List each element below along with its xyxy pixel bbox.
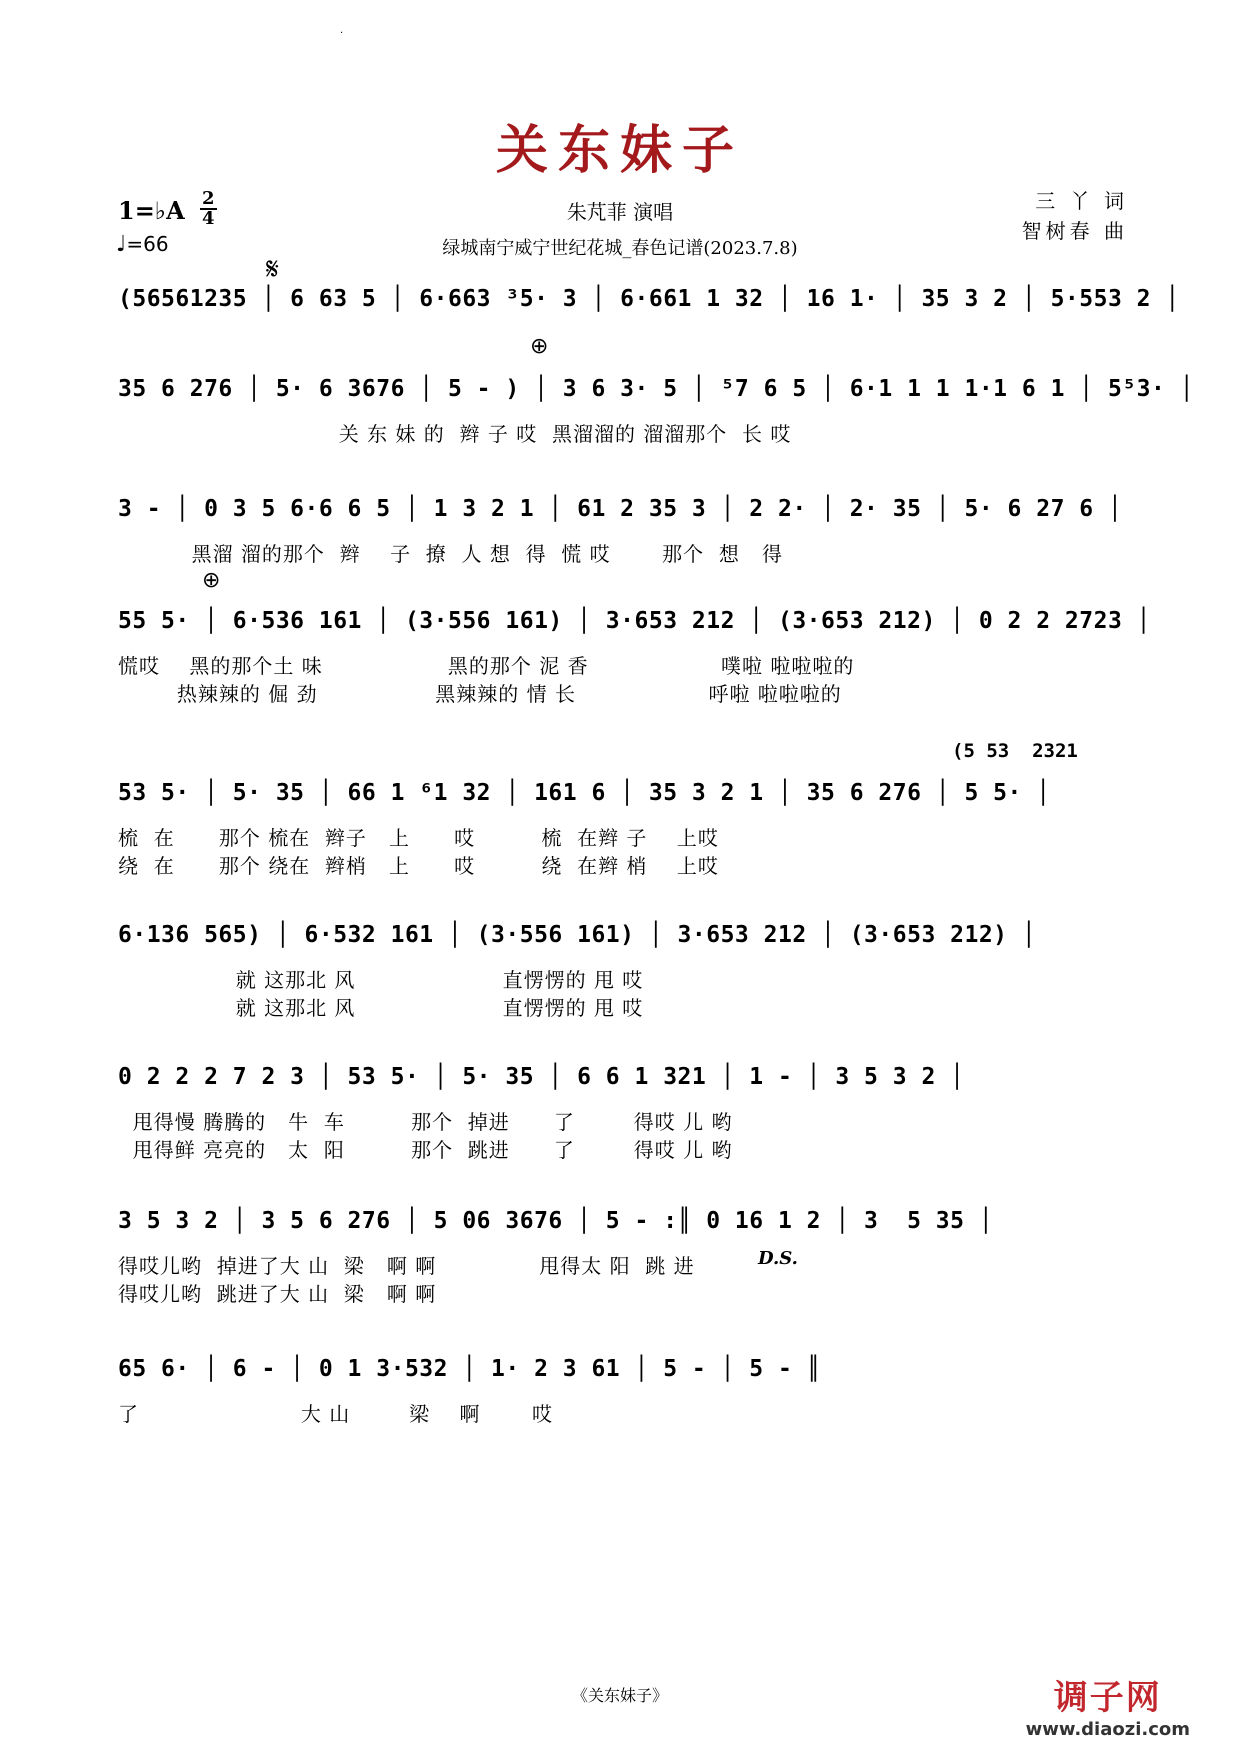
lyric-line: 热辣辣的 倔 劲 黑辣辣的 情 长 呼啦 啦啦啦的 xyxy=(118,682,842,706)
lyric-line: 黑溜 溜的那个 辫 子 撩 人 想 得 慌 哎 那个 想 得 xyxy=(118,542,783,566)
lyric-line: 就 这那北 风 直愣愣的 甩 哎 xyxy=(118,996,644,1020)
key-signature: 1=♭A xyxy=(118,196,185,225)
song-title: 关东妹子 xyxy=(495,120,744,181)
quarter-note-icon: ♩ xyxy=(116,232,127,257)
score-row-9: 65 6· │ 6 - │ 0 1 3·532 │ 1· 2 3 61 │ 5 - │ 5 - ║ xyxy=(118,1356,822,1382)
score-row-5: 53 5· │ 5· 35 │ 66 1 ⁶1 32 │ 161 6 │ 35 3 2 1 │ 35 6 276 │ 5 5· │ xyxy=(118,780,1051,806)
lyric-line: 绕 在 那个 绕在 辫梢 上 哎 绕 在辫 梢 上哎 xyxy=(118,854,719,878)
credits xyxy=(1022,186,1128,246)
coda-icon: ⊕ xyxy=(530,334,549,359)
lyric-line: 得哎儿哟 跳进了大 山 梁 啊 啊 xyxy=(118,1282,437,1306)
lyric-line: 梳 在 那个 梳在 辫子 上 哎 梳 在辫 子 上哎 xyxy=(118,826,719,850)
score-row-1: (56561235 │ 6 63 5 │ 6·663 ³5· 3 │ 6·661 1 32 │ 16 1· │ 35 3 2 │ 5·553 2 │ xyxy=(118,286,1180,312)
watermark xyxy=(1026,1670,1190,1740)
lyric-line: 慌哎 黑的那个土 味 黑的那个 泥 香 噗啦 啦啦啦的 xyxy=(118,654,855,678)
composer: 智树春 曲 xyxy=(1021,219,1128,243)
lyric-line: 甩得鲜 亮亮的 太 阳 那个 跳进 了 得哎 儿 哟 xyxy=(118,1138,733,1162)
score-row-7: 0 2 2 2 7 2 3 │ 53 5· │ 5· 35 │ 6 6 1 321 │ 1 - │ 3 5 3 2 │ xyxy=(118,1064,965,1090)
lyric-line: 关 东 妹 的 辫 子 哎 黑溜溜的 溜溜那个 长 哎 xyxy=(118,422,792,446)
score-row-6: 6·136 565) │ 6·532 161 │ (3·556 161) │ 3·653 212 │ (3·653 212) │ xyxy=(118,922,1037,948)
score-row-8: 3 5 3 2 │ 3 5 6 276 │ 5 06 3676 │ 5 - :║ 0 16 1 2 │ 3 5 35 │ xyxy=(118,1208,994,1234)
lyricist: 三 丫 词 xyxy=(1035,189,1128,213)
lyric-line: 就 这那北 风 直愣愣的 甩 哎 xyxy=(118,968,644,992)
watermark-name: 调子网 xyxy=(1053,1678,1162,1718)
segno-icon: 𝄋 xyxy=(266,252,279,287)
time-top: 2 xyxy=(202,188,215,209)
tempo-value: =66 xyxy=(126,232,169,256)
lyric-line: 得哎儿哟 掉进了大 山 梁 啊 啊 甩得太 阳 跳 进 xyxy=(118,1254,695,1278)
lyric-line: 甩得慢 腾腾的 牛 车 那个 掉进 了 得哎 儿 哟 xyxy=(118,1110,733,1134)
performer: 朱芃菲 演唱 xyxy=(566,200,674,224)
intro-fragment: (5 53 2321 xyxy=(952,740,1078,762)
lyric-line: 了 大 山 梁 啊 哎 xyxy=(118,1402,554,1426)
page-footer: 《关东妹子》 xyxy=(571,1686,668,1705)
watermark-url: www.diaozi.com xyxy=(1025,1719,1190,1740)
coda-icon: ⊕ xyxy=(202,568,221,593)
stray-dot: · xyxy=(340,28,344,39)
transcription-source: 绿城南宁威宁世纪花城_春色记谱(2023.7.8) xyxy=(442,238,798,259)
score-row-4: 55 5· │ 6·536 161 │ (3·556 161) │ 3·653 212 │ (3·653 212) │ 0 2 2 2723 │ xyxy=(118,608,1151,634)
score-row-3: 3 - │ 0 3 5 6·6 6 5 │ 1 3 2 1 │ 61 2 35 3 │ 2 2· │ 2· 35 │ 5· 6 27 6 │ xyxy=(118,496,1123,522)
score-row-2: 35 6 276 │ 5· 6 3676 │ 5 - ) │ 3 6 3· 5 │ ⁵7 6 5 │ 6·1 1 1 1·1 6 1 │ 5⁵3· │ xyxy=(118,376,1195,402)
dal-segno-mark: D.S. xyxy=(758,1248,798,1269)
time-bottom: 4 xyxy=(202,208,215,229)
